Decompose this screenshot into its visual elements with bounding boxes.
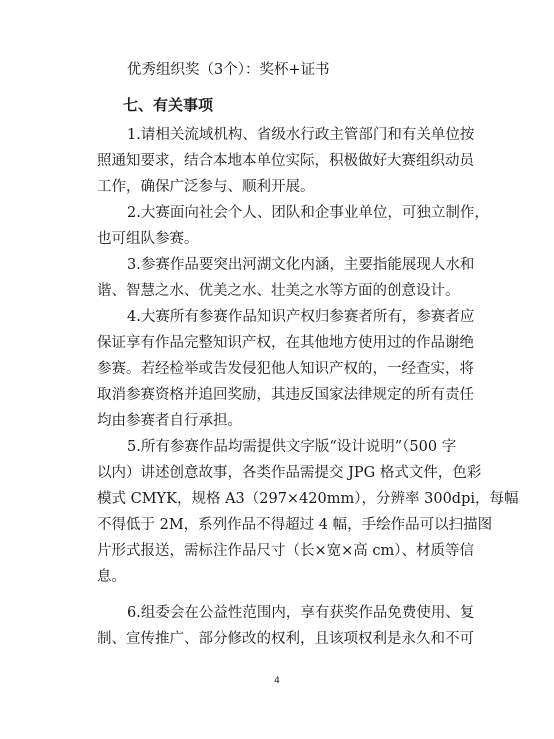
paragraph-3-line-1: 3.参赛作品要突出河湖文化内涵，主要指能展现人水和 [127,257,475,273]
paragraph-1-line-1: 1.请相关流域机构、省级水行政主管部门和有关单位按 [127,127,475,143]
paragraph-5-line-1: 5.所有参赛作品均需提供文字版“设计说明”（500 字 [127,439,457,455]
paragraph-5-line-3: 模式 CMYK，规格 A3（297×420mm），分辨率 300dpi，每幅 [97,491,519,507]
paragraph-5-line-4: 不得低于 2M，系列作品不得超过 4 幅，手绘作品可以扫描图 [97,517,493,533]
award-line: 优秀组织奖（3个）：奖杯+证书 [127,62,330,78]
page-number: 4 [274,676,280,686]
paragraph-3-line-2: 谐、智慧之水、优美之水、壮美之水等方面的创意设计。 [97,283,460,299]
paragraph-4-line-1: 4.大赛所有参赛作品知识产权归参赛者所有，参赛者应 [127,309,475,325]
paragraph-4-line-3: 参赛。若经检举或告发侵犯他人知识产权的，一经查实，将 [97,361,474,377]
paragraph-5-line-6: 息。 [97,569,126,585]
paragraph-6-line-1: 6.组委会在公益性范围内，享有获奖作品免费使用、复 [127,605,475,621]
paragraph-4-line-2: 保证享有作品完整知识产权，在其他地方使用过的作品谢绝 [97,335,474,351]
paragraph-5-line-2: 以内）讲述创意故事，各类作品需提交 JPG 格式文件，色彩 [97,465,482,481]
paragraph-2-line-1: 2.大赛面向社会个人、团队和企事业单位，可独立制作， [127,205,489,221]
paragraph-4-line-4: 取消参赛资格并追回奖励，其违反国家法律规定的所有责任 [97,387,474,403]
paragraph-2-line-2: 也可组队参赛。 [97,231,199,247]
paragraph-1-line-2: 照通知要求，结合本地本单位实际，积极做好大赛组织动员 [97,153,474,169]
paragraph-1-line-3: 工作，确保广泛参与、顺利开展。 [97,179,315,195]
paragraph-4-line-5: 均由参赛者自行承担。 [97,413,242,429]
section-heading: 七、有关事项 [123,96,214,114]
paragraph-5-line-5: 片形式报送，需标注作品尺寸（长×宽×高 cm）、材质等信 [97,543,475,559]
paragraph-6-line-2: 制、宣传推广、部分修改的权利，且该项权利是永久和不可 [97,631,474,647]
